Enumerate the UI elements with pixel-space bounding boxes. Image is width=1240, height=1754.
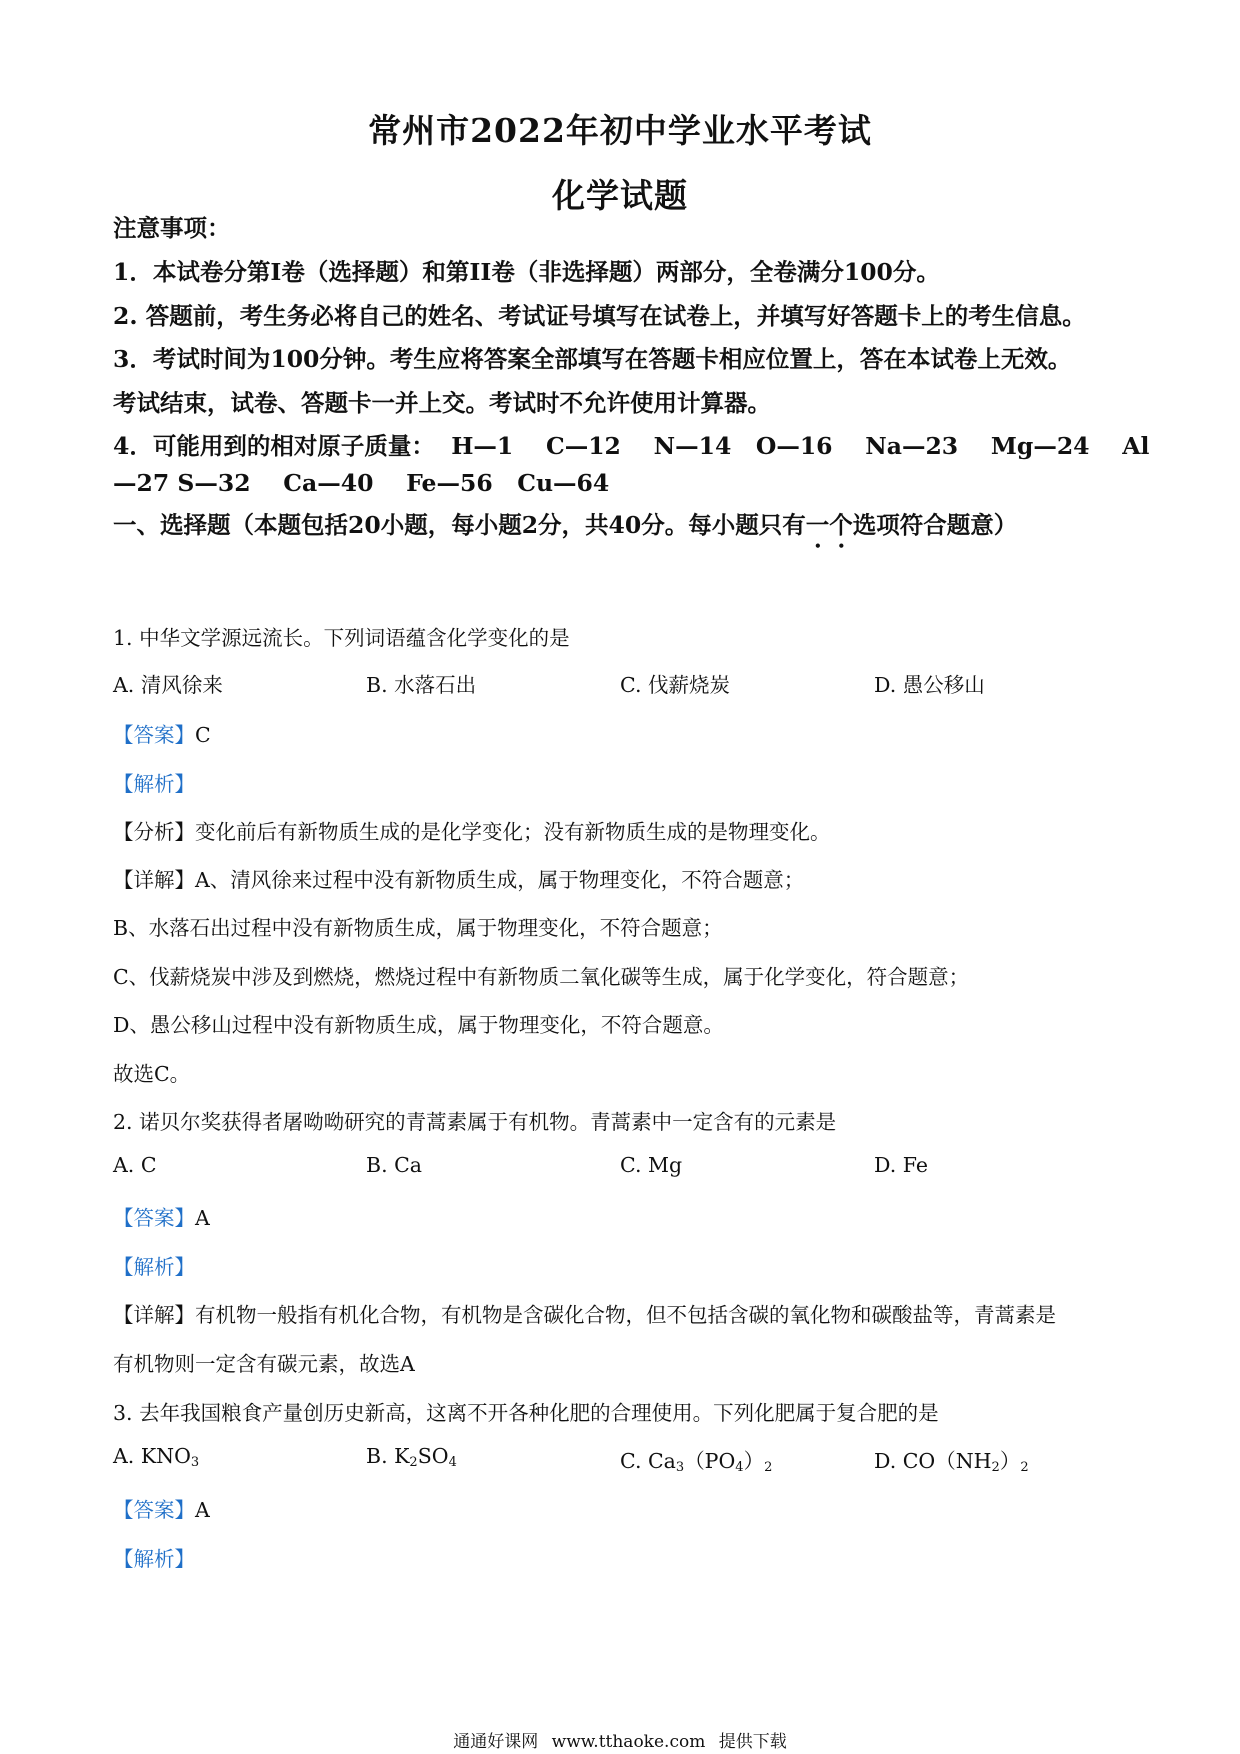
exam-title: 常州市2022年初中学业水平考试	[368, 111, 872, 150]
q2-answer	[113, 1201, 210, 1231]
q1-answer	[113, 718, 211, 748]
q3-option-c-sub2: 4	[735, 1460, 744, 1475]
notice-item-3: 3．考试时间为100分钟。考生应将答案全部填写在答题卡相应位置上，答在本试卷上无效。	[113, 345, 1072, 373]
q3-option-a-sub: 3	[190, 1455, 200, 1470]
q2-option-c: C. Mg	[620, 1153, 683, 1177]
section-heading	[113, 506, 1017, 553]
q1-conclusion: 故选C。	[113, 1062, 191, 1086]
q2-option-b: B. Ca	[366, 1153, 423, 1177]
q1-fenxi-text: 变化前后有新物质生成的是化学变化；没有新物质生成的是物理变化。	[195, 820, 831, 844]
q1-option-d: D. 愚公移山	[874, 673, 985, 697]
q1-xiangjie	[113, 863, 804, 893]
q3-option-a	[113, 1444, 199, 1470]
q2-option-d: D. Fe	[874, 1153, 928, 1177]
q3-option-a-text: A. KNO	[113, 1444, 191, 1468]
q2-answer-tag: 【答案】	[113, 1206, 195, 1230]
page-footer	[0, 1727, 1240, 1752]
q2-stem: 2. 诺贝尔奖获得者屠呦呦研究的青蒿素属于有机物。青蒿素中一定含有的元素是	[113, 1110, 837, 1134]
q3-option-c-mid2: ）	[743, 1449, 765, 1473]
q3-option-d-sub2: 2	[1020, 1460, 1029, 1475]
q3-option-b-mid: SO	[417, 1444, 449, 1468]
q1-option-c: C. 伐薪烧炭	[620, 673, 730, 697]
q1-line-d: D、愚公移山过程中没有新物质生成，属于物理变化，不符合题意。	[113, 1013, 724, 1037]
footer-site: 通通好课网	[453, 1732, 539, 1752]
q1-stem: 1. 中华文学源远流长。下列词语蕴含化学变化的是	[113, 626, 570, 650]
q1-xiangjie-text: A、清风徐来过程中没有新物质生成，属于物理变化，不符合题意；	[195, 868, 805, 892]
q1-answer-value: C	[195, 723, 211, 747]
q1-line-c: C、伐薪烧炭中涉及到燃烧，燃烧过程中有新物质二氧化碳等生成，属于化学变化，符合题意；	[113, 965, 970, 989]
q3-analysis-tag: 【解析】	[113, 1547, 195, 1571]
notice-item-3-cont: 考试结束，试卷、答题卡一并上交。考试时不允许使用计算器。	[113, 389, 771, 417]
q1-fenxi-tag: 【分析】	[113, 820, 195, 844]
q3-answer-value: A	[195, 1498, 210, 1522]
section-heading-pre: 一、选择题（本题包括20小题，每小题2分，共40分。每小题只有	[113, 511, 806, 539]
q2-option-a: A. C	[113, 1153, 157, 1177]
q1-answer-tag: 【答案】	[113, 723, 195, 747]
footer-url[interactable]: www.tthaoke.com	[551, 1732, 706, 1752]
q3-option-c-mid: （PO	[684, 1449, 736, 1473]
q3-option-b-sub2: 4	[448, 1455, 457, 1470]
q3-answer-tag: 【答案】	[113, 1498, 195, 1522]
q2-xiangjie-text: 有机物一般指有机化合物，有机物是含碳化合物，但不包括含碳的氧化物和碳酸盐等，青蒿素是	[195, 1303, 1056, 1327]
q2-xiangjie	[113, 1298, 1056, 1328]
q1-line-b: B、水落石出过程中没有新物质生成，属于物理变化，不符合题意；	[113, 916, 723, 940]
q1-option-a: A. 清风徐来	[113, 673, 223, 697]
q3-option-d	[874, 1444, 1029, 1475]
q3-option-b-sub1: 2	[409, 1455, 418, 1470]
footer-note: 提供下载	[718, 1732, 787, 1752]
q3-option-c-sub3: 2	[764, 1460, 773, 1475]
notice-heading: 注意事项：	[113, 214, 231, 242]
q1-fenxi	[113, 815, 831, 845]
q3-option-b-text: B. K	[366, 1444, 410, 1468]
q3-option-c	[620, 1444, 772, 1475]
q2-xiangjie-cont: 有机物则一定含有碳元素，故选A	[113, 1352, 415, 1376]
notice-item-4: 4．可能用到的相对原子质量： H—1 C—12 N—14 O—16 Na—23 Mg—24 Al	[113, 432, 1150, 460]
q3-option-b	[366, 1444, 457, 1470]
q3-option-d-sub1: 2	[991, 1460, 1000, 1475]
q3-option-d-mid: ）	[999, 1449, 1021, 1473]
q3-option-c-sub1: 3	[675, 1460, 685, 1475]
notice-item-1: 1．本试卷分第I卷（选择题）和第II卷（非选择题）两部分，全卷满分100分。	[113, 258, 940, 286]
q1-xiangjie-tag: 【详解】	[113, 868, 195, 892]
notice-item-4-cont: —27 S—32 Ca—40 Fe—56 Cu—64	[113, 469, 610, 497]
q3-stem: 3. 去年我国粮食产量创历史新高，这离不开各种化肥的合理使用。下列化肥属于复合肥的是	[113, 1401, 939, 1425]
q2-answer-value: A	[195, 1206, 210, 1230]
notice-item-2: 2. 答题前，考生务必将自己的姓名、考试证号填写在试卷上，并填写好答题卡上的考生信息。	[113, 302, 1086, 330]
section-heading-emph: 一个	[805, 511, 853, 539]
section-heading-post: 选项符合题意）	[852, 511, 1018, 539]
q3-option-d-text: D. CO（NH	[874, 1449, 992, 1473]
q1-option-b: B. 水落石出	[366, 673, 477, 697]
exam-subtitle: 化学试题	[552, 176, 688, 215]
q1-analysis-tag: 【解析】	[113, 772, 195, 796]
q3-option-c-text: C. Ca	[620, 1449, 676, 1473]
q2-analysis-tag: 【解析】	[113, 1255, 195, 1279]
q2-xiangjie-tag: 【详解】	[113, 1303, 195, 1327]
q3-answer	[113, 1493, 210, 1523]
